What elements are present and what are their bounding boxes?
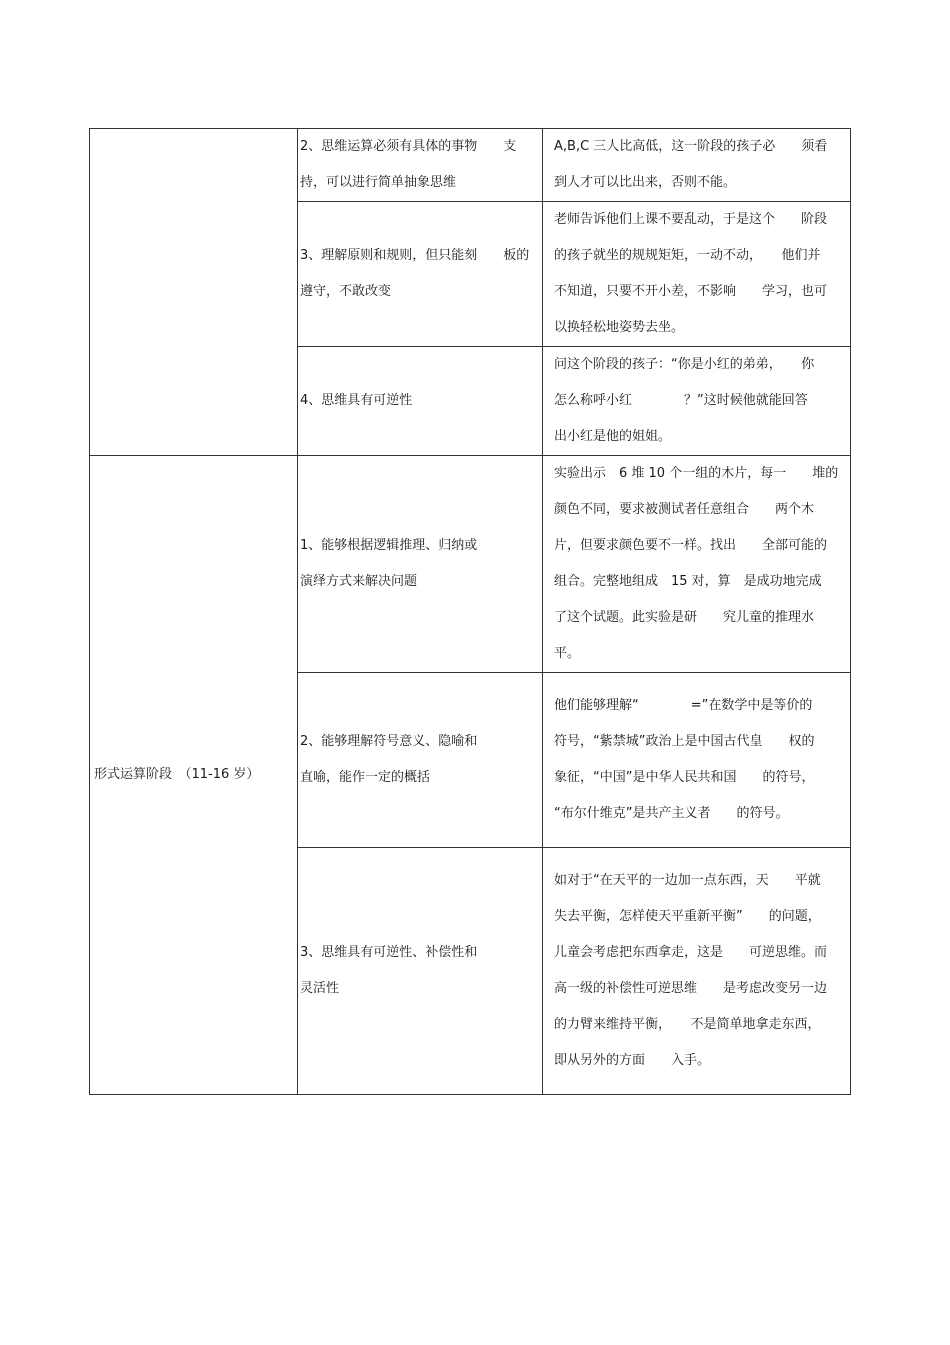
example-line: 失去平衡，怎样使天平重新平衡” 的问题， (554, 909, 821, 924)
feature-line: 2、思维运算必须有具体的事物 支 (300, 139, 517, 154)
example-cell (543, 347, 851, 456)
feature-line: 3、理解原则和规则，但只能刻 板的 (300, 248, 530, 263)
feature-line: 演绎方式来解决问题 (300, 574, 418, 589)
feature-cell (298, 202, 543, 347)
example-line: 如对于“在天平的一边加一点东西，天 平就 (554, 873, 821, 888)
example-line: 问这个阶段的孩子：“你是小红的弟弟， 你 (554, 357, 815, 372)
example-line: 了这个试题。此实验是研 究儿童的推理水 (554, 610, 815, 625)
example-line: 老师告诉他们上课不要乱动，于是这个 阶段 (554, 212, 828, 227)
stage-label: 形式运算阶段 （11-16 岁） (94, 767, 260, 782)
feature-cell (298, 347, 543, 456)
feature-line: 灵活性 (300, 981, 340, 996)
example-line: 实验出示 6 堆 10 个一组的木片，每一 堆的 (554, 466, 839, 481)
example-line: 到人才可以比出来，否则不能。 (554, 175, 737, 190)
feature-line: 遵守，不敢改变 (300, 284, 392, 299)
table-row (90, 129, 851, 202)
example-cell (543, 129, 851, 202)
example-line: 不知道，只要不开小差，不影响 学习，也可 (554, 284, 828, 299)
stage-table (89, 128, 851, 1095)
example-cell (543, 202, 851, 347)
example-line: 的孩子就坐的规规矩矩，一动不动， 他们并 (554, 248, 821, 263)
feature-line: 直喻，能作一定的概括 (300, 770, 431, 785)
example-line: 组合。完整地组成 15 对，算 是成功地完成 (554, 574, 822, 589)
example-line: 高一级的补偿性可逆思维 是考虑改变另一边 (554, 981, 828, 996)
example-line: 即从另外的方面 入手。 (554, 1053, 711, 1068)
example-line: 出小红是他的姐姐。 (554, 429, 672, 444)
feature-line: 1、能够根据逻辑推理、归纳或 (300, 538, 478, 553)
example-line: 颜色不同，要求被测试者任意组合 两个木 (554, 502, 815, 517)
example-line: 的力臂来维持平衡， 不是简单地拿走东西， (554, 1017, 821, 1032)
example-line: 他们能够理解“ =”在数学中是等价的 (554, 698, 813, 713)
feature-cell (298, 456, 543, 673)
stage-cell-formal (90, 456, 298, 1095)
example-line: 儿童会考虑把东西拿走，这是 可逆思维。而 (554, 945, 828, 960)
feature-cell (298, 848, 543, 1095)
example-line: 片，但要求颜色要不一样。找出 全部可能的 (554, 538, 828, 553)
stage-cell-concrete (90, 129, 298, 456)
example-cell (543, 848, 851, 1095)
example-line: 怎么称呼小红 ？”这时候他就能回答 (554, 393, 808, 408)
example-cell (543, 673, 851, 848)
feature-line: 3、思维具有可逆性、补偿性和 (300, 945, 478, 960)
table-row (90, 456, 851, 673)
example-line: 以换轻松地姿势去坐。 (554, 320, 685, 335)
example-line: “布尔什维克”是共产主义者 的符号。 (554, 806, 789, 821)
example-line: 符号，“紫禁城”政治上是中国古代皇 权的 (554, 734, 815, 749)
example-line: 平。 (554, 646, 581, 661)
feature-cell (298, 673, 543, 848)
feature-line: 2、能够理解符号意义、隐喻和 (300, 734, 478, 749)
example-cell (543, 456, 851, 673)
feature-cell (298, 129, 543, 202)
feature-line: 持，可以进行简单抽象思维 (300, 175, 457, 190)
example-line: 象征，“中国”是中华人民共和国 的符号， (554, 770, 815, 785)
example-line: A,B,C 三人比高低，这一阶段的孩子必 须看 (554, 139, 828, 154)
feature-line: 4、思维具有可逆性 (300, 393, 413, 408)
